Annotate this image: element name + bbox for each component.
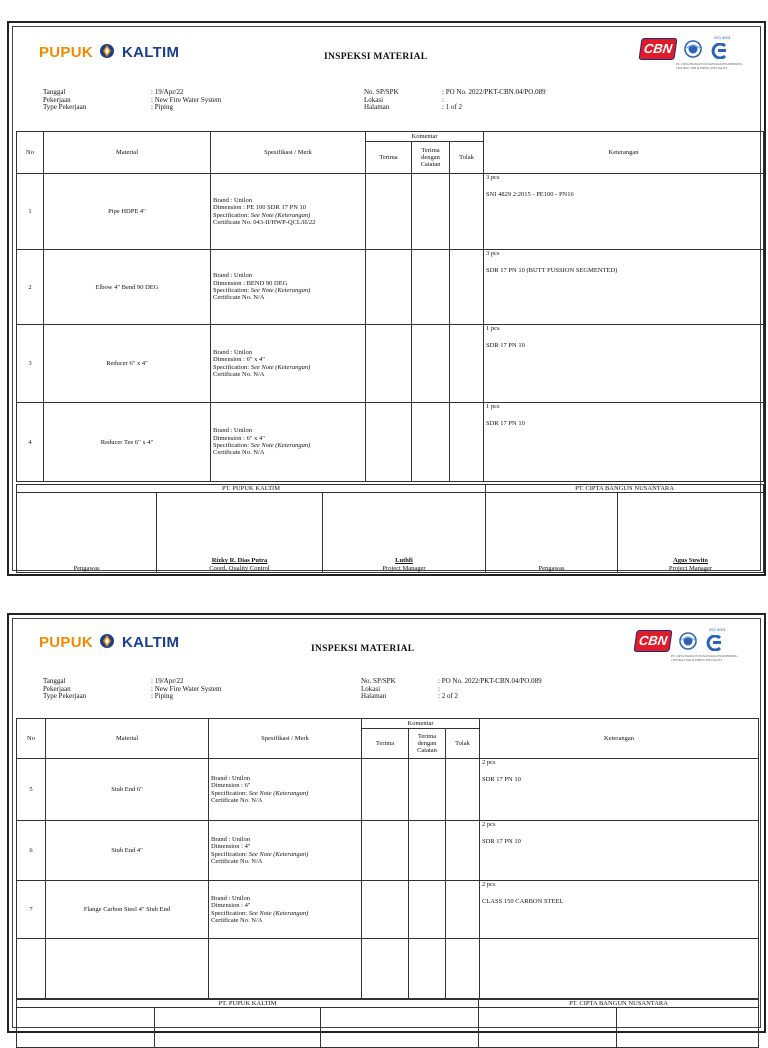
- spec-see-note: See Note (Keterangan): [250, 287, 311, 294]
- spec-certificate: Certificate No. N/A: [213, 370, 265, 378]
- spec-dimension-label: Dimension :: [213, 356, 245, 364]
- pupuk-kaltim-emblem-icon: [99, 633, 115, 649]
- inspection-sheet-page-1: [7, 21, 766, 576]
- spec-dimension-label: Dimension :: [211, 782, 243, 790]
- sign-box-pm-left: [323, 493, 486, 573]
- row-keterangan: [484, 325, 764, 403]
- label-pekerjaan: Pekerjaan: [43, 95, 71, 104]
- company-cbn: PT. CIPTA BANGUN NUSANTARA: [479, 1000, 759, 1008]
- row-terima-catatan-cell: [412, 325, 450, 403]
- empty-cell: [480, 939, 759, 999]
- row-no: 4: [17, 403, 44, 482]
- col-header-keterangan: Keterangan: [480, 719, 759, 759]
- row-note: CLASS 150 CARBON STEEL: [482, 898, 564, 906]
- row-qty: 1 pcs: [486, 325, 500, 332]
- spec-dimension-label: Dimension :: [213, 434, 245, 442]
- pupuk-kaltim-emblem-icon: [99, 43, 115, 59]
- iso-c-mark-icon: [710, 43, 728, 59]
- row-qty: 2 pcs: [482, 821, 496, 828]
- row-terima-cell: [366, 250, 412, 325]
- value-tanggal: : 19/Apr/22: [151, 88, 184, 96]
- cbn-tagline: PT. CIPTA BANGUN NUSANTARA ENGINEERING CONTRACTOR & PIPING SPECIALIST: [676, 62, 743, 70]
- spec-specification-label: Specification:: [213, 211, 250, 219]
- row-material: Pipe HDPE 4": [44, 174, 211, 250]
- spec-dimension-value: BEND 90 DEG: [244, 279, 288, 287]
- logo-word-pupuk: PUPUK: [39, 634, 94, 651]
- col-header-terima-catatan: [412, 142, 450, 174]
- label-lokasi: Lokasi: [364, 95, 384, 104]
- spec-certificate: Certificate No. N/A: [213, 294, 265, 302]
- logo-word-kaltim: KALTIM: [121, 634, 180, 651]
- row-note: SNI 4829 2:2015 - PE100 - PN16: [486, 191, 574, 199]
- table-row: [17, 250, 764, 325]
- spec-certificate: Certificate No. N/A: [211, 916, 263, 924]
- spec-brand: Brand : Unilon: [213, 272, 252, 280]
- col-header-terima: Terima: [366, 142, 412, 174]
- company-cbn: PT. CIPTA BANGUN NUSANTARA: [486, 485, 764, 493]
- value-type-pekerjaan: : Piping: [151, 692, 173, 701]
- row-tolak-cell: [446, 821, 480, 881]
- spec-brand: Brand : Unilon: [211, 774, 250, 782]
- spec-dimension-value: 6": [242, 782, 251, 790]
- row-material: Elbow 4" Bend 90 DEG: [44, 250, 211, 325]
- sign-role: Pengawas: [538, 564, 565, 572]
- spec-specification-label: Specification:: [213, 363, 250, 371]
- row-keterangan: [484, 174, 764, 250]
- sign-role: Pengawas: [73, 564, 100, 572]
- row-terima-catatan-cell: [409, 759, 446, 821]
- row-note: SDR 17 PN 10: [486, 342, 525, 350]
- row-no: 1: [17, 174, 44, 250]
- row-terima-cell: [366, 403, 412, 482]
- row-spec: [209, 821, 362, 881]
- row-tolak-cell: [450, 403, 484, 482]
- value-halaman: : 2 of 2: [438, 692, 459, 701]
- terima-catatan-line3: Catatan: [420, 161, 441, 168]
- spec-brand: Brand : Unilon: [211, 835, 250, 843]
- row-note: SDR 17 PN 10: [482, 776, 521, 784]
- col-header-terima: Terima: [362, 729, 409, 759]
- label-type-pekerjaan: Type Pekerjaan: [43, 103, 87, 112]
- row-no: 3: [17, 325, 44, 403]
- row-terima-cell: [362, 881, 409, 939]
- sign-box-pengawas-left: [17, 1008, 155, 1048]
- row-material: Reducer 6" x 4": [44, 325, 211, 403]
- company-pupuk-kaltim: PT. PUPUK KALTIM: [17, 485, 486, 493]
- sign-box-qc: [155, 1008, 321, 1048]
- col-header-komentar: Komentar: [366, 132, 484, 142]
- meta-left: [43, 678, 243, 701]
- spec-brand: Brand : Unilon: [213, 348, 252, 356]
- row-material: Stub End 6": [46, 759, 209, 821]
- empty-cell: [362, 939, 409, 999]
- row-tolak-cell: [446, 881, 480, 939]
- col-header-keterangan: Keterangan: [484, 132, 764, 174]
- row-no: 6: [17, 821, 46, 881]
- row-no: 2: [17, 250, 44, 325]
- sign-box-pm-right: [617, 1008, 759, 1048]
- row-material: Reducer Tee 6" x 4": [44, 403, 211, 482]
- row-keterangan: [480, 881, 759, 939]
- sign-box-pm-left: [321, 1008, 479, 1048]
- material-table: [16, 131, 764, 482]
- row-spec: [209, 881, 362, 939]
- table-row-empty: [17, 939, 759, 999]
- table-row: [17, 174, 764, 250]
- material-table: [16, 718, 759, 999]
- row-tolak-cell: [450, 174, 484, 250]
- table-row: [17, 403, 764, 482]
- sign-box-qc: [157, 493, 323, 573]
- value-tanggal: : 19/Apr/22: [151, 677, 184, 685]
- row-note: SDR 17 PN 10: [482, 838, 521, 846]
- cbn-wordmark: CBN: [633, 630, 672, 652]
- spec-see-note: See Note (Keterangan): [250, 363, 311, 371]
- col-header-material: Material: [46, 719, 209, 759]
- value-pekerjaan: : New Fire Water System: [151, 684, 222, 693]
- terima-catatan-line2: dengan: [421, 154, 440, 161]
- table-row: [17, 821, 759, 881]
- row-tolak-cell: [446, 759, 480, 821]
- label-pekerjaan: Pekerjaan: [43, 684, 71, 693]
- row-terima-cell: [366, 325, 412, 403]
- cbn-logo: [640, 35, 748, 77]
- label-tanggal: Tanggal: [43, 88, 66, 96]
- spec-brand: Brand : Unilon: [213, 196, 252, 204]
- spec-dimension-label: Dimension :: [213, 279, 245, 287]
- row-material: Flange Carbon Steel 4" Stub End: [46, 881, 209, 939]
- spec-see-note: See Note (Keterangan): [248, 850, 309, 858]
- value-lokasi: :: [438, 684, 440, 693]
- spec-dimension-value: 6" x 4": [244, 434, 265, 442]
- col-header-no: No: [17, 132, 44, 174]
- globe-emblem-icon: [677, 631, 699, 651]
- spec-see-note: See Note (Keterangan): [250, 211, 311, 219]
- row-spec: [211, 325, 366, 403]
- label-spk: No. SP/SPK: [361, 677, 396, 685]
- label-lokasi: Lokasi: [361, 684, 381, 693]
- row-terima-catatan-cell: [409, 821, 446, 881]
- iso-badge: ISO 9001: [714, 35, 731, 40]
- spec-specification-label: Specification:: [211, 909, 248, 917]
- spec-see-note: See Note (Keterangan): [250, 442, 311, 449]
- sign-box-pm-right: [618, 493, 764, 573]
- row-material: Stub End 4": [46, 821, 209, 881]
- iso-c-mark-icon: [705, 635, 723, 651]
- row-terima-catatan-cell: [409, 881, 446, 939]
- label-type-pekerjaan: Type Pekerjaan: [43, 692, 87, 701]
- empty-cell: [17, 939, 46, 999]
- row-tolak-cell: [450, 325, 484, 403]
- spec-certificate: Certificate No. N/A: [211, 796, 263, 804]
- col-header-komentar: Komentar: [362, 719, 480, 729]
- page-title: INSPEKSI MATERIAL: [324, 52, 428, 62]
- spec-dimension-value: 6" x 4": [244, 356, 265, 364]
- col-header-terima-catatan: [409, 729, 446, 759]
- col-header-no: No: [17, 719, 46, 759]
- spec-dimension-value: 4": [242, 902, 251, 910]
- row-keterangan: [484, 403, 764, 482]
- table-row: [17, 881, 759, 939]
- row-keterangan: [484, 250, 764, 325]
- row-terima-catatan-cell: [412, 174, 450, 250]
- cbn-wordmark: CBN: [638, 38, 677, 60]
- label-halaman: Halaman: [364, 103, 390, 112]
- row-spec: [211, 250, 366, 325]
- label-spk: No. SP/SPK: [364, 88, 399, 96]
- value-spk: : PO No. 2022/PKT-CBN.04/PO.089: [442, 88, 546, 96]
- row-terima-catatan-cell: [412, 250, 450, 325]
- logo-word-pupuk: PUPUK: [39, 44, 94, 61]
- meta-right: [364, 89, 624, 112]
- row-qty: 2 pcs: [482, 881, 496, 888]
- sign-name: Luthfi: [395, 557, 413, 564]
- row-terima-cell: [366, 174, 412, 250]
- meta-right: [361, 678, 621, 701]
- row-qty: 1 pcs: [486, 403, 500, 410]
- sign-box-pengawas-left: [17, 493, 157, 573]
- spec-certificate: Certificate No. N/A: [213, 449, 265, 457]
- spec-dimension-value: 4": [242, 843, 251, 851]
- col-header-tolak: Tolak: [446, 729, 480, 759]
- empty-cell: [409, 939, 446, 999]
- row-note: SDR 17 PN 10: [486, 420, 525, 428]
- sign-role: Project Manager: [382, 564, 426, 572]
- inspection-sheet-page-2: [7, 613, 766, 1033]
- empty-cell: [46, 939, 209, 999]
- table-row: [17, 325, 764, 403]
- value-spk: : PO No. 2022/PKT-CBN.04/PO.089: [438, 677, 542, 685]
- spec-specification-label: Specification:: [213, 287, 250, 294]
- pupuk-kaltim-logo: [39, 633, 179, 651]
- label-halaman: Halaman: [361, 692, 387, 701]
- terima-catatan-line2: dengan: [417, 740, 437, 747]
- col-header-material: Material: [44, 132, 211, 174]
- empty-cell: [446, 939, 480, 999]
- row-spec: [211, 403, 366, 482]
- row-keterangan: [480, 759, 759, 821]
- col-header-spec: Spesifikasi / Merk: [209, 719, 362, 759]
- row-terima-catatan-cell: [412, 403, 450, 482]
- row-spec: [211, 174, 366, 250]
- meta-left: [43, 89, 243, 112]
- spec-dimension-label: Dimension :: [211, 843, 243, 851]
- col-header-spec: Spesifikasi / Merk: [211, 132, 366, 174]
- row-terima-cell: [362, 759, 409, 821]
- col-header-tolak: Tolak: [450, 142, 484, 174]
- spec-brand: Brand : Unilon: [213, 427, 252, 435]
- spec-see-note: See Note (Keterangan): [248, 789, 309, 797]
- sign-box-pengawas-right: [486, 493, 618, 573]
- row-no: 7: [17, 881, 46, 939]
- spec-specification-label: Specification:: [213, 442, 250, 449]
- row-tolak-cell: [450, 250, 484, 325]
- spec-certificate: Certificate No. N/A: [211, 857, 263, 865]
- row-terima-cell: [362, 821, 409, 881]
- sheet-inner-border: [12, 618, 761, 1028]
- sign-name: Agus Suwito: [673, 557, 708, 564]
- page-title: INSPEKSI MATERIAL: [311, 644, 415, 654]
- row-qty: 3 pcs: [486, 174, 500, 181]
- row-qty: 3 pcs: [486, 250, 500, 257]
- value-lokasi: :: [442, 95, 444, 104]
- value-type-pekerjaan: : Piping: [151, 103, 173, 112]
- empty-cell: [209, 939, 362, 999]
- sign-role: Coord. Quality Control: [209, 564, 270, 572]
- cbn-tagline: PT. CIPTA BANGUN NUSANTARA ENGINEERING CONTRACTOR & PIPING SPECIALIST: [671, 654, 738, 662]
- cbn-logo: [635, 627, 743, 669]
- terima-catatan-line1: Terima: [421, 147, 440, 154]
- table-row: [17, 759, 759, 821]
- terima-catatan-line3: Catatan: [417, 747, 437, 754]
- spec-see-note: See Note (Keterangan): [248, 909, 309, 917]
- row-qty: 2 pcs: [482, 759, 496, 766]
- pupuk-kaltim-logo: [39, 43, 179, 61]
- spec-specification-label: Specification:: [211, 850, 248, 858]
- sign-box-pengawas-right: [479, 1008, 617, 1048]
- globe-emblem-icon: [682, 39, 704, 59]
- value-pekerjaan: : New Fire Water System: [151, 95, 222, 104]
- iso-badge: ISO 9001: [709, 627, 726, 632]
- spec-certificate: Certificate No. 043-II/HWP-QCL/II/22: [213, 218, 316, 226]
- spec-dimension-value: PE 100 SDR 17 PN 10: [244, 204, 307, 212]
- row-spec: [209, 759, 362, 821]
- spec-dimension-label: Dimension :: [211, 902, 243, 910]
- signature-table: [16, 484, 764, 573]
- row-note: SDR 17 PN 10 (BUTT FUSSION SEGMENTED): [486, 267, 618, 275]
- label-tanggal: Tanggal: [43, 677, 66, 685]
- spec-brand: Brand : Unilon: [211, 894, 250, 902]
- spec-specification-label: Specification:: [211, 789, 248, 797]
- sheet-inner-border: [12, 26, 761, 571]
- sign-name: Rizky R. Dias Putra: [211, 557, 268, 564]
- company-pupuk-kaltim: PT. PUPUK KALTIM: [17, 1000, 479, 1008]
- logo-word-kaltim: KALTIM: [121, 44, 180, 61]
- sign-role: Project Manager: [668, 564, 713, 572]
- terima-catatan-line1: Terima: [417, 733, 437, 740]
- value-halaman: : 1 of 2: [442, 103, 463, 112]
- row-no: 5: [17, 759, 46, 821]
- row-keterangan: [480, 821, 759, 881]
- spec-dimension-label: Dimension :: [213, 204, 245, 212]
